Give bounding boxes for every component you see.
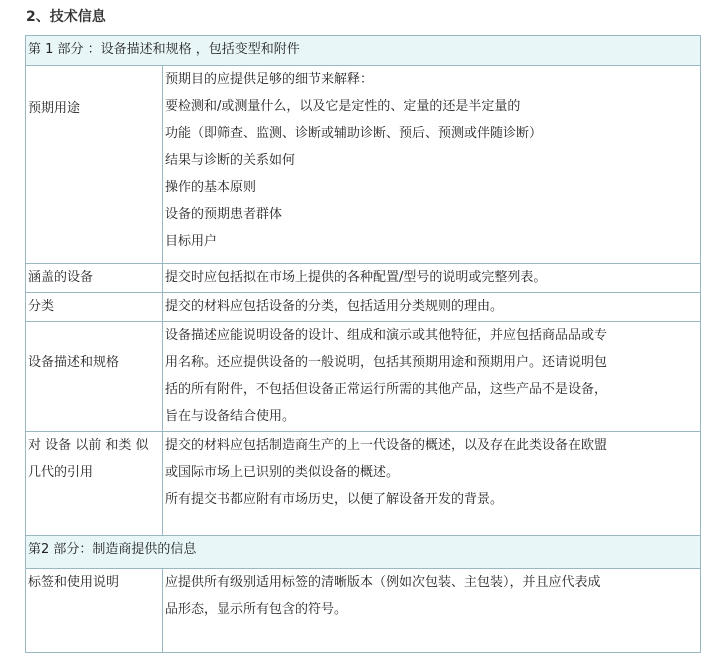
row-label: 对 设备 以前 和类 似几代的引用 [26,432,163,536]
content-line: 结果与诊断的关系如何 [165,153,296,168]
row-label-text: 设备描述和规格 [28,355,120,370]
row-label: 分类 [26,293,163,322]
content-line: 设备的预期患者群体 [165,207,283,222]
content-line: 设备描述应能说明设备的设计、组成和演示或其他特征，并应包括商品品或专 [165,328,608,343]
row-content [163,322,701,432]
row-label: 标签和使用说明 [26,569,163,653]
content-line: 或国际市场上已识别的类似设备的概述。 [165,465,400,480]
row-content: 提交的材料应包括设备的分类，包括适用分类规则的理由。 [163,293,701,322]
table-row [26,322,701,432]
row-content [163,432,701,536]
row-content: 提交时应包括拟在市场上提供的各种配置/型号的说明或完整列表。 [163,264,701,293]
content-line: 操作的基本原则 [165,180,257,195]
part2-header-row [26,536,701,569]
section-heading: 2、技术信息 [26,9,106,25]
row-label [26,322,163,432]
content-line: 所有提交书都应附有市场历史，以便了解设备开发的背景。 [165,492,504,507]
table-row [26,66,701,264]
row-label [26,66,163,264]
row-label: 涵盖的设备 [26,264,163,293]
content-line: 括的所有附件，不包括但设备正常运行所需的其他产品，这些产品不是设备， [165,382,608,397]
content-line: 预期目的应提供足够的细节来解释： [165,72,374,87]
part1-header-row [26,36,701,66]
row-label-text: 预期用途 [28,101,81,116]
part1-title: 第 1 部分 ：设备描述和规格 ，包括变型和附件 [26,36,701,66]
content-line: 要检测和/或测量什么，以及它是定性的、定量的还是半定量的 [165,99,521,114]
content-line: 应提供所有级别适用标签的清晰版本（例如次包装、主包装），并且应代表成 [165,575,601,590]
table-row [26,293,701,322]
content-line: 功能（即筛查、监测、诊断或辅助诊断、预后、预测或伴随诊断） [165,126,543,141]
content-line: 提交的材料应包括制造商生产的上一代设备的概述，以及存在此类设备在欧盟 [165,438,608,453]
content-line: 品形态，显示所有包含的符号。 [165,602,348,617]
row-content [163,569,701,653]
part2-title: 第2 部分：制造商提供的信息 [26,536,701,569]
table-row [26,432,701,536]
table-row [26,569,701,653]
row-content [163,66,701,264]
content-line: 目标用户 [165,234,218,249]
table-row [26,264,701,293]
technical-info-table [25,35,701,653]
content-line: 用名称。还应提供设备的一般说明，包括其预期用途和预期用户。还请说明包 [165,355,608,370]
content-line: 旨在与设备结合使用。 [165,409,296,424]
